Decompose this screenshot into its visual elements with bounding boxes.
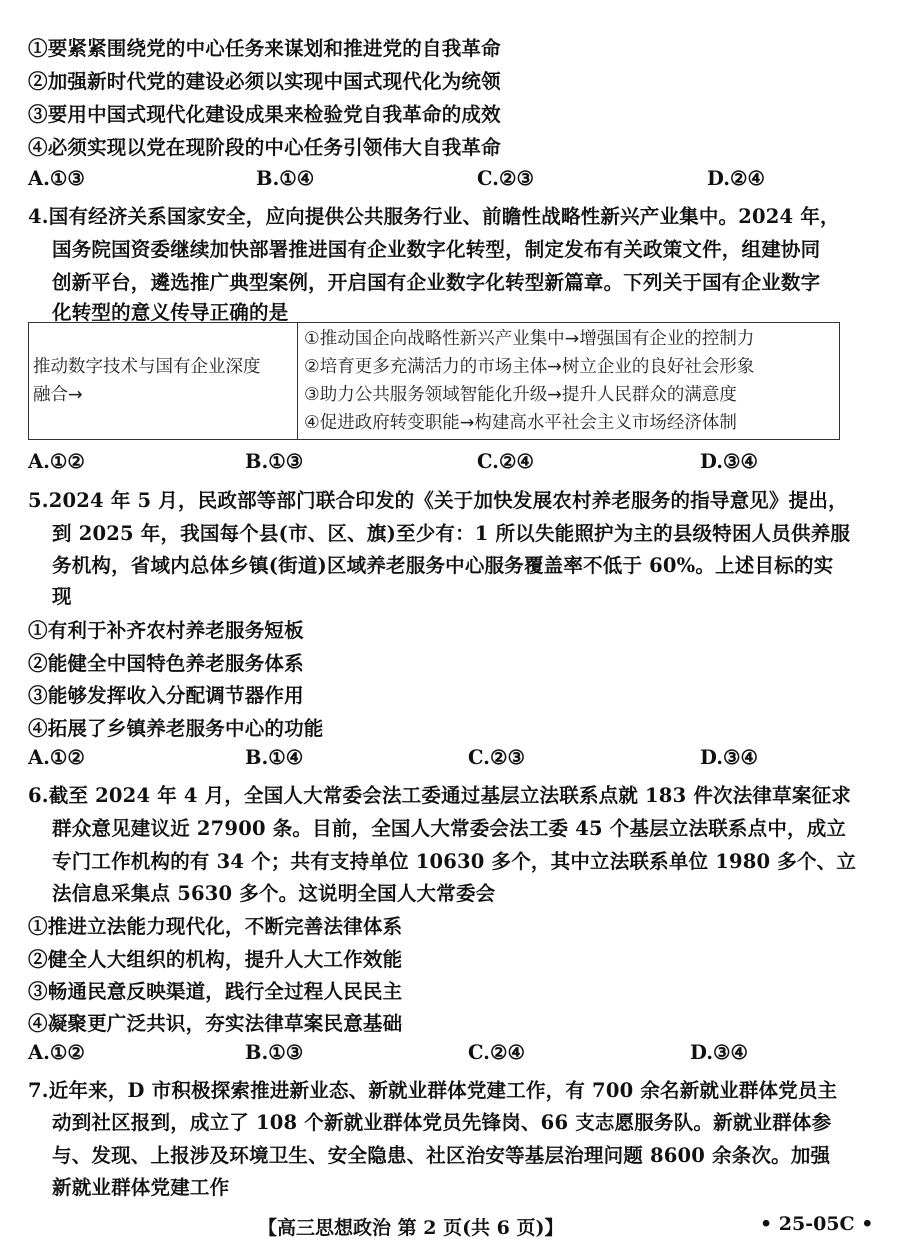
q7-stem-line-2: 动到社区报到，成立了 108 个新就业群体党员先锋岗、66 支志愿服务队。新就业群体参 bbox=[52, 1111, 832, 1134]
q7-stem-line-4: 新就业群体党建工作 bbox=[52, 1176, 230, 1199]
q4-table-item-4: ④促进政府转变职能→构建高水平社会主义市场经济体制 bbox=[304, 413, 737, 433]
q4-table-item-2: ②培育更多充满活力的市场主体→树立企业的良好社会形象 bbox=[304, 357, 755, 377]
q4-choice-b: B.①③ bbox=[245, 450, 304, 473]
q3-choice-d: D.②④ bbox=[707, 167, 765, 190]
q6-choice-b: B.①③ bbox=[245, 1041, 304, 1064]
q5-stem-line-4: 现 bbox=[52, 585, 72, 608]
q7-stem-line-1: 7.近年来，D 市积极探索推进新业态、新就业群体党建工作，有 700 余名新就业群体党员主 bbox=[28, 1079, 838, 1102]
q4-transmission-table bbox=[28, 322, 840, 440]
q5-choice-a: A.①② bbox=[28, 746, 85, 769]
q6-stem-line-1: 6.截至 2024 年 4 月，全国人大常委会法工委通过基层立法联系点就 183 件次法律草案征求 bbox=[28, 784, 851, 807]
q4-table-item-3: ③助力公共服务领域智能化升级→提升人民群众的满意度 bbox=[304, 385, 737, 405]
q6-choice-a: A.①② bbox=[28, 1041, 85, 1064]
footer-paper-code: • 25-05C • bbox=[760, 1213, 874, 1235]
q4-choice-a: A.①② bbox=[28, 450, 85, 473]
q4-table-right-cell bbox=[298, 323, 840, 440]
q3-choice-c: C.②③ bbox=[477, 167, 534, 190]
q6-stem-line-2: 群众意见建议近 27900 条。目前，全国人大常委会法工委 45 个基层立法联系点中，成立 bbox=[52, 817, 847, 840]
q4-table-left-line-2: 融合→ bbox=[33, 385, 83, 405]
q4-table-left-cell bbox=[29, 323, 298, 440]
q5-option-4: ④拓展了乡镇养老服务中心的功能 bbox=[28, 717, 324, 740]
q3-option-2: ②加强新时代党的建设必须以实现中国式现代化为统领 bbox=[28, 70, 501, 93]
q6-stem-line-4: 法信息采集点 5630 多个。这说明全国人大常委会 bbox=[52, 882, 496, 905]
q5-stem-line-2: 到 2025 年，我国每个县(市、区、旗)至少有：1 所以失能照护为主的县级特困人员供养服 bbox=[52, 522, 851, 545]
q7-stem-line-3: 与、发现、上报涉及环境卫生、安全隐患、社区治安等基层治理问题 8600 余条次。加强 bbox=[52, 1144, 831, 1167]
q4-stem-line-4: 化转型的意义传导正确的是 bbox=[52, 301, 289, 324]
q4-stem-line-3: 创新平台，遴选推广典型案例，开启国有企业数字化转型新篇章。下列关于国有企业数字 bbox=[52, 271, 821, 294]
q6-choice-d: D.③④ bbox=[690, 1041, 748, 1064]
q4-choice-d: D.③④ bbox=[700, 450, 758, 473]
q5-option-2: ②能健全中国特色养老服务体系 bbox=[28, 652, 304, 675]
q5-choice-c: C.②③ bbox=[468, 746, 525, 769]
q3-option-3: ③要用中国式现代化建设成果来检验党自我革命的成效 bbox=[28, 103, 501, 126]
q6-option-2: ②健全人大组织的机构，提升人大工作效能 bbox=[28, 948, 403, 971]
q6-option-3: ③畅通民意反映渠道，践行全过程人民民主 bbox=[28, 980, 403, 1003]
q6-option-4: ④凝聚更广泛共识，夯实法律草案民意基础 bbox=[28, 1012, 403, 1035]
q3-choice-b: B.①④ bbox=[256, 167, 315, 190]
q3-choice-a: A.①③ bbox=[28, 167, 85, 190]
q6-option-1: ①推进立法能力现代化，不断完善法律体系 bbox=[28, 915, 403, 938]
q5-option-1: ①有利于补齐农村养老服务短板 bbox=[28, 619, 304, 642]
q4-stem-line-2: 国务院国资委继续加快部署推进国有企业数字化转型，制定发布有关政策文件，组建协同 bbox=[52, 238, 821, 261]
q5-choice-d: D.③④ bbox=[700, 746, 758, 769]
q5-stem-line-1: 5.2024 年 5 月，民政部等部门联合印发的《关于加快发展农村养老服务的指导意见》提出， bbox=[28, 489, 848, 512]
q5-choice-b: B.①④ bbox=[245, 746, 304, 769]
q5-option-3: ③能够发挥收入分配调节器作用 bbox=[28, 684, 304, 707]
q6-choice-c: C.②④ bbox=[468, 1041, 525, 1064]
q4-stem-line-1: 4.国有经济关系国家安全，应向提供公共服务行业、前瞻性战略性新兴产业集中。2024 年， bbox=[28, 205, 840, 228]
q4-choice-c: C.②④ bbox=[477, 450, 534, 473]
q4-table-left-line-1: 推动数字技术与国有企业深度 bbox=[33, 357, 261, 377]
q3-option-1: ①要紧紧围绕党的中心任务来谋划和推进党的自我革命 bbox=[28, 37, 501, 60]
q3-option-4: ④必须实现以党在现阶段的中心任务引领伟大自我革命 bbox=[28, 136, 501, 159]
q5-stem-line-3: 务机构，省域内总体乡镇(街道)区域养老服务中心服务覆盖率不低于 60%。上述目标的实 bbox=[52, 554, 834, 577]
q6-stem-line-3: 专门工作机构的有 34 个；共有支持单位 10630 多个，其中立法联系单位 1980 多个、立 bbox=[52, 850, 857, 873]
footer-page-label: 【高三思想政治 第 2 页(共 6 页)】 bbox=[258, 1217, 564, 1239]
q4-table-item-1: ①推动国企向战略性新兴产业集中→增强国有企业的控制力 bbox=[304, 329, 755, 349]
